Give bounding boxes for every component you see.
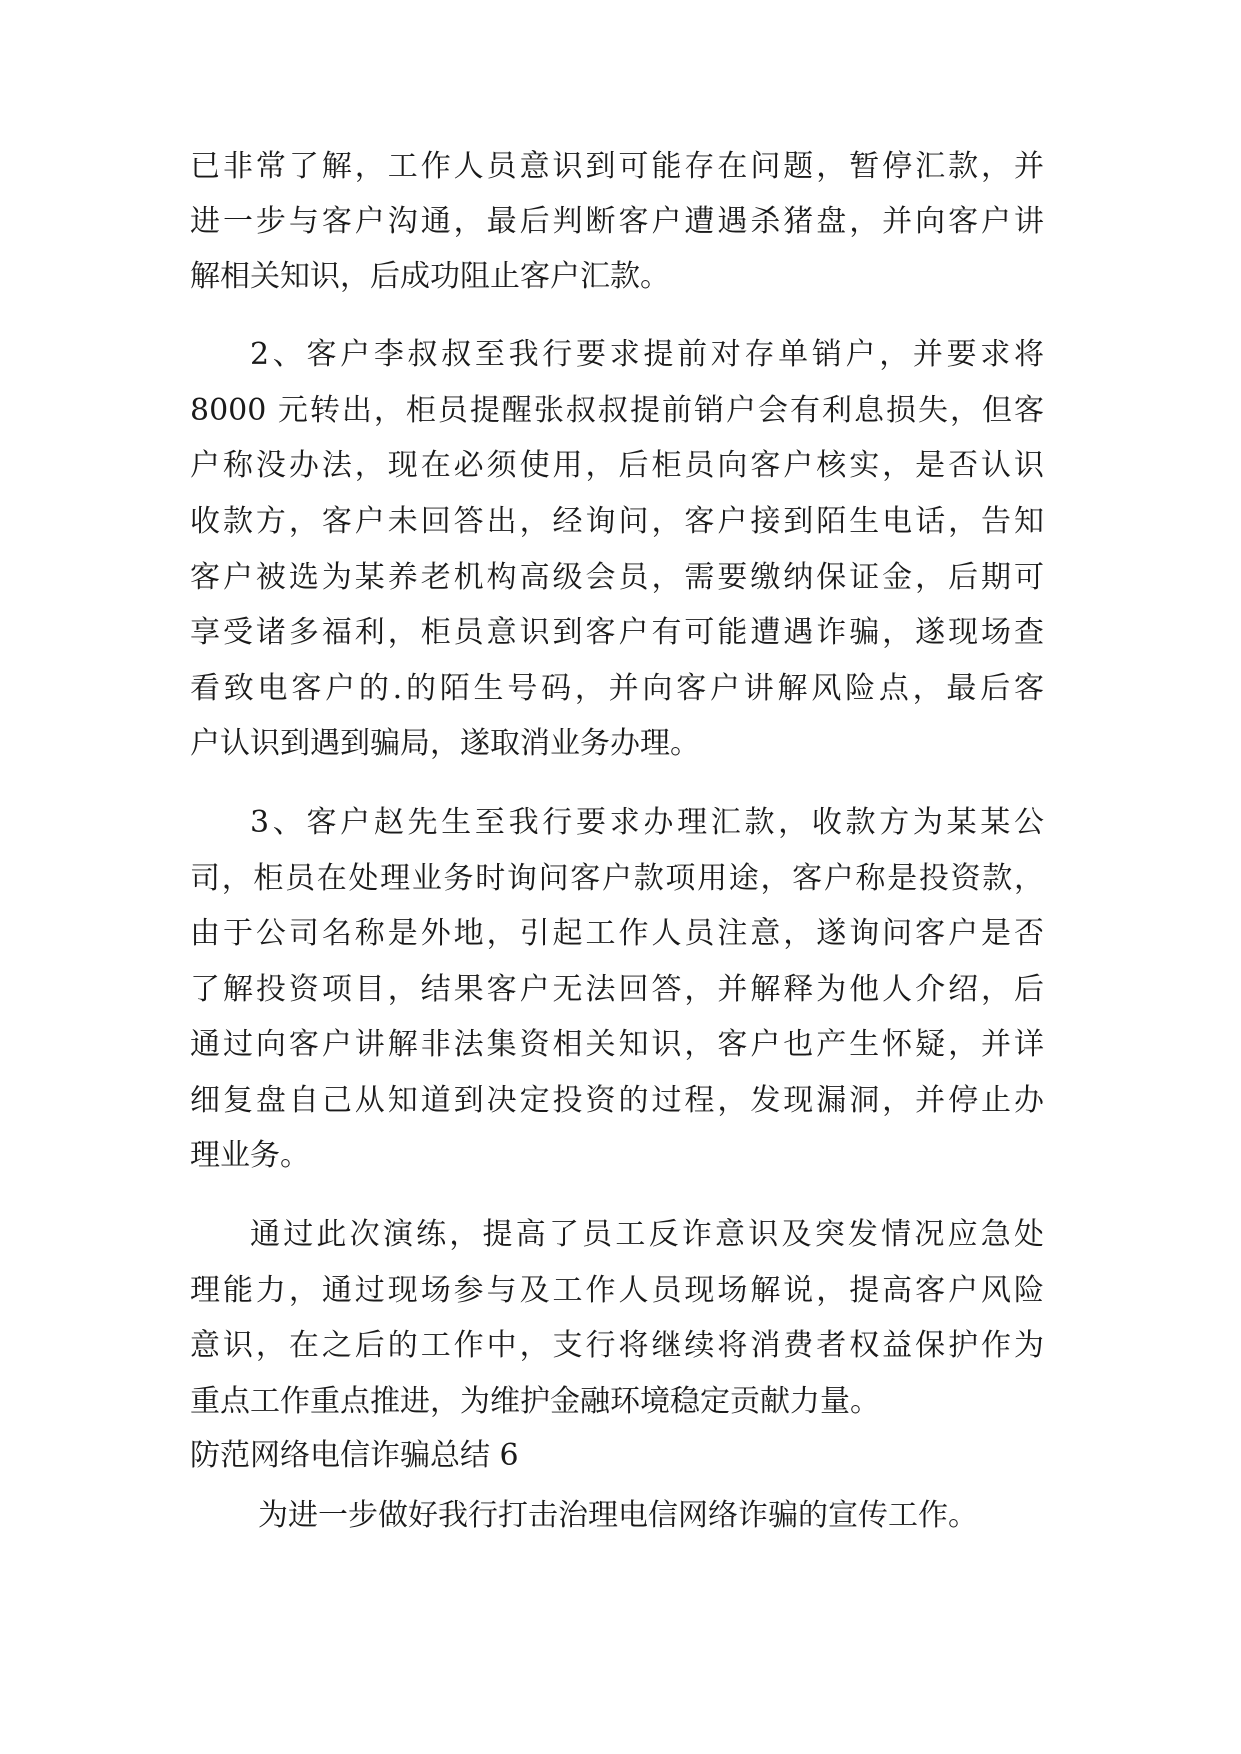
text-line: 户称没办法，现在必须使用，后柜员向客户核实，是否认识	[190, 448, 1044, 483]
text-line: 理能力，通过现场参与及工作人员现场解说，提高客户风险	[190, 1273, 1044, 1308]
text-line: 通过向客户讲解非法集资相关知识，客户也产生怀疑，并详	[190, 1027, 1044, 1062]
text-line: 细复盘自己从知道到决定投资的过程，发现漏洞，并停止办	[190, 1083, 1044, 1118]
text-line: 重点工作重点推进，为维护金融环境稳定贡献力量。	[190, 1384, 880, 1419]
section-heading: 防范网络电信诈骗总结 6	[190, 1438, 519, 1473]
text-line: 客户被选为某养老机构高级会员，需要缴纳保证金，后期可	[190, 560, 1044, 595]
text-line: 收款方，客户未回答出，经询问，客户接到陌生电话，告知	[190, 504, 1044, 539]
text-line: 2、客户李叔叔至我行要求提前对存单销户，并要求将	[250, 337, 1044, 372]
text-line: 解相关知识，后成功阻止客户汇款。	[190, 259, 670, 294]
text-line: 8000 元转出，柜员提醒张叔叔提前销户会有利息损失，但客	[190, 393, 1044, 428]
text-line: 理业务。	[190, 1138, 310, 1173]
text-line: 进一步与客户沟通，最后判断客户遭遇杀猪盘，并向客户讲	[190, 204, 1044, 239]
text-line: 3、客户赵先生至我行要求办理汇款，收款方为某某公	[250, 805, 1044, 840]
text-line: 由于公司名称是外地，引起工作人员注意，遂询问客户是否	[190, 916, 1044, 951]
text-line: 了解投资项目，结果客户无法回答，并解释为他人介绍，后	[190, 972, 1044, 1007]
text-line: 通过此次演练，提高了员工反诈意识及突发情况应急处	[250, 1217, 1044, 1252]
text-line: 司，柜员在处理业务时询问客户款项用途，客户称是投资款，	[190, 861, 1044, 896]
text-line: 户认识到遇到骗局，遂取消业务办理。	[190, 726, 700, 761]
text-line: 享受诸多福利，柜员意识到客户有可能遭遇诈骗，遂现场查	[190, 615, 1044, 650]
text-line: 看致电客户的.的陌生号码，并向客户讲解风险点，最后客	[190, 671, 1044, 706]
text-line: 为进一步做好我行打击治理电信网络诈骗的宣传工作。	[258, 1498, 978, 1533]
text-line: 意识，在之后的工作中，支行将继续将消费者权益保护作为	[190, 1328, 1044, 1363]
text-line: 已非常了解，工作人员意识到可能存在问题，暂停汇款，并	[190, 149, 1044, 184]
